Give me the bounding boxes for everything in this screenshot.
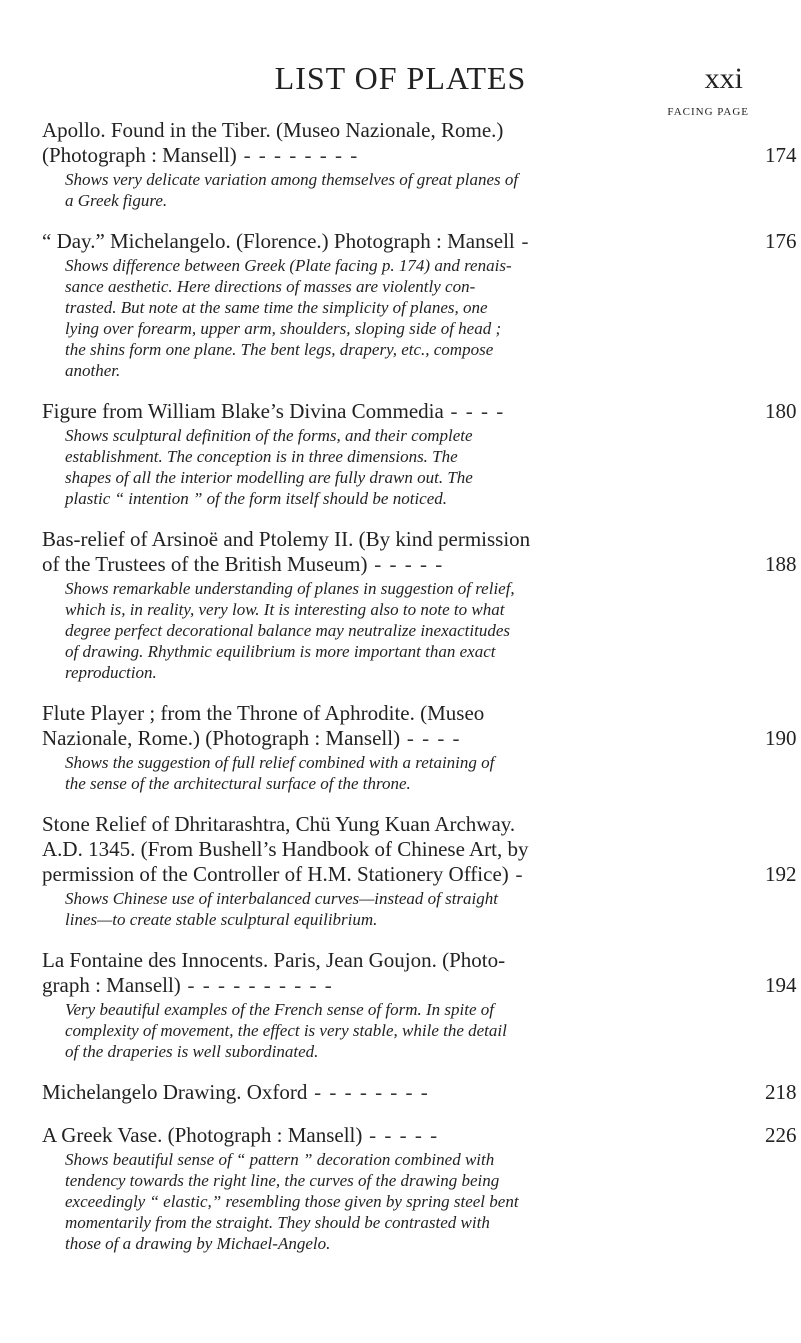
dot-leader: - - - -: [443, 399, 505, 423]
dot-leader: -: [508, 862, 525, 886]
plate-heading-line: [42, 973, 797, 998]
plate-description-line: of drawing. Rhythmic equilibrium is more important than exact: [65, 642, 496, 661]
plate-title-text: graph : Mansell): [42, 973, 181, 997]
plate-title-text: (Photograph : Mansell): [42, 143, 237, 167]
plate-title-text: La Fontaine des Innocents. Paris, Jean Goujon. (Photo-: [42, 948, 506, 972]
plate-heading-line: [42, 118, 742, 143]
plate-title-text: Apollo. Found in the Tiber. (Museo Nazionale, Rome.): [42, 118, 504, 142]
plate-title-text: of the Trustees of the British Museum): [42, 552, 368, 576]
plate-title-text: Michelangelo Drawing. Oxford: [42, 1080, 308, 1104]
dot-leader: - - - - -: [367, 552, 444, 576]
plate-heading-line: [42, 726, 797, 751]
plate-description: [42, 255, 742, 381]
plate-title-text: A.D. 1345. (From Bushell’s Handbook of Chinese Art, by: [42, 837, 529, 861]
plate-description-line: the sense of the architectural surface of the throne.: [65, 774, 411, 793]
plate-heading-line: [42, 229, 797, 254]
plate-description-line: Very beautiful examples of the French sense of form. In spite of: [65, 1000, 495, 1019]
plate-title-text: Figure from William Blake’s Divina Commedia: [42, 399, 444, 423]
plate-heading: [42, 1080, 797, 1105]
plate-description-line: lines—to create stable sculptural equilibrium.: [65, 910, 378, 929]
dot-leader: -: [514, 229, 530, 253]
facing-page-number: 194: [765, 973, 797, 997]
facing-page-number: 188: [765, 552, 797, 576]
list-of-plates: [42, 118, 797, 1272]
plate-entry: [42, 527, 797, 683]
plate-title-text: permission of the Controller of H.M. Stationery Office): [42, 862, 509, 886]
plate-heading-line: [42, 1123, 797, 1148]
plate-description-line: reproduction.: [65, 663, 157, 682]
facing-page-number: 192: [765, 862, 797, 886]
plate-heading: [42, 701, 797, 751]
plate-entry: [42, 948, 797, 1062]
plate-title-text: Bas-relief of Arsinoë and Ptolemy II. (By kind permission: [42, 527, 531, 551]
plate-description: [42, 752, 742, 794]
plate-description-line: trasted. But note at the same time the simplicity of planes, one: [65, 298, 488, 317]
plate-description-line: Shows Chinese use of interbalanced curves—instead of straight: [65, 889, 498, 908]
plate-description-line: Shows sculptural definition of the forms, and their complete: [65, 426, 473, 445]
plate-description-line: lying over forearm, upper arm, shoulders, sloping side of head ;: [65, 319, 502, 338]
plate-description-line: Shows remarkable understanding of planes in suggestion of relief,: [65, 579, 515, 598]
plate-description: [42, 169, 742, 211]
plate-description-line: which is, in reality, very low. It is interesting also to note to what: [65, 600, 505, 619]
plate-description-line: Shows the suggestion of full relief combined with a retaining of: [65, 753, 495, 772]
plate-description: [42, 425, 742, 509]
plate-description-line: sance aesthetic. Here directions of masses are violently con-: [65, 277, 476, 296]
facing-page-number: 190: [765, 726, 797, 750]
plate-description-line: tendency towards the right line, the curves of the drawing being: [65, 1171, 500, 1190]
plate-heading-line: [42, 837, 742, 862]
plate-description-line: complexity of movement, the effect is very stable, while the detail: [65, 1021, 507, 1040]
plate-description-line: shapes of all the interior modelling are fully drawn out. The: [65, 468, 473, 487]
plate-heading-line: [42, 701, 742, 726]
plate-entry: [42, 701, 797, 794]
plate-title-text: Nazionale, Rome.) (Photograph : Mansell): [42, 726, 401, 750]
plate-entry: [42, 229, 797, 381]
facing-page-number: 176: [765, 229, 797, 253]
plate-description: [42, 578, 742, 683]
plate-heading: [42, 229, 797, 254]
plate-heading: [42, 118, 797, 168]
plate-description: [42, 999, 742, 1062]
plate-heading-line: [42, 1080, 797, 1105]
plate-description-line: the shins form one plane. The bent legs, drapery, etc., compose: [65, 340, 494, 359]
plate-heading-line: [42, 143, 797, 168]
plate-heading-line: [42, 527, 742, 552]
plate-description-line: Shows difference between Greek (Plate facing p. 174) and renais-: [65, 256, 512, 275]
plate-description-line: exceedingly “ elastic,” resembling those given by spring steel bent: [65, 1192, 519, 1211]
facing-page-number: 174: [765, 143, 797, 167]
facing-page-number: 226: [765, 1123, 797, 1147]
plate-description-line: those of a drawing by Michael-Angelo.: [65, 1234, 331, 1253]
plate-heading-line: [42, 552, 797, 577]
plate-description-line: momentarily from the straight. They should be contrasted with: [65, 1213, 490, 1232]
plate-description-line: establishment. The conception is in three dimensions. The: [65, 447, 458, 466]
facing-page-column-label: FACING PAGE: [667, 106, 749, 118]
plate-heading-line: [42, 399, 797, 424]
plate-title-text: “ Day.” Michelangelo. (Florence.) Photograph : Mansell: [42, 229, 515, 253]
plate-description: [42, 1149, 742, 1254]
facing-page-number: 180: [765, 399, 797, 423]
plate-title-text: Stone Relief of Dhritarashtra, Chü Yung Kuan Archway.: [42, 812, 516, 836]
plate-heading: [42, 399, 797, 424]
plate-title-text: Flute Player ; from the Throne of Aphrodite. (Museo: [42, 701, 485, 725]
plate-heading: [42, 812, 797, 887]
plate-heading: [42, 1123, 797, 1148]
dot-leader: - - - - -: [362, 1123, 439, 1147]
plate-entry: [42, 1080, 797, 1105]
plate-description-line: Shows very delicate variation among themselves of great planes of: [65, 170, 519, 189]
running-title: LIST OF PLATES: [274, 60, 527, 96]
plate-description: [42, 888, 742, 930]
page-folio: xxi: [704, 62, 743, 95]
plate-description-line: another.: [65, 361, 121, 380]
plate-heading-line: [42, 812, 742, 837]
plate-heading: [42, 527, 797, 577]
plate-heading: [42, 948, 797, 998]
dot-leader: - - - - - - - -: [236, 143, 359, 167]
plate-description-line: plastic “ intention ” of the form itself should be noticed.: [65, 489, 448, 508]
facing-page-number: 218: [765, 1080, 797, 1104]
plate-entry: [42, 399, 797, 509]
plate-description-line: degree perfect decorational balance may neutralize inexactitudes: [65, 621, 511, 640]
plate-description-line: of the draperies is well subordinated.: [65, 1042, 319, 1061]
plate-entry: [42, 118, 797, 211]
plate-title-text: A Greek Vase. (Photograph : Mansell): [42, 1123, 363, 1147]
plate-heading-line: [42, 948, 742, 973]
plate-entry: [42, 812, 797, 930]
plate-description-line: a Greek figure.: [65, 191, 168, 210]
dot-leader: - - - -: [400, 726, 462, 750]
dot-leader: - - - - - - - -: [307, 1080, 430, 1104]
plate-heading-line: [42, 862, 797, 887]
plate-entry: [42, 1123, 797, 1254]
plate-description-line: Shows beautiful sense of “ pattern ” decoration combined with: [65, 1150, 495, 1169]
dot-leader: - - - - - - - - - -: [180, 973, 334, 997]
